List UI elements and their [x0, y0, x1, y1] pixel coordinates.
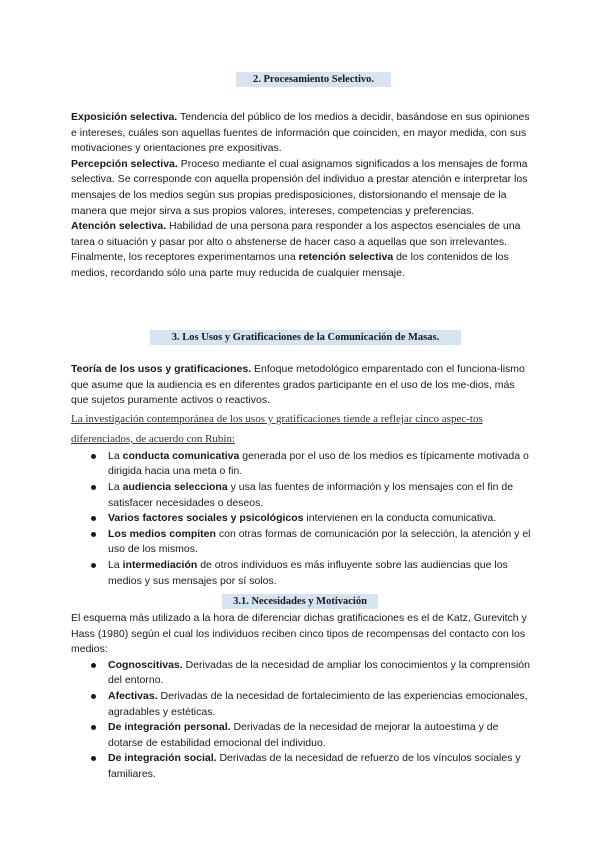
aspect-term: audiencia selecciona [122, 480, 228, 493]
atencion-paragraph [71, 219, 531, 250]
teoria-term: Teoría de los usos y gratificaciones. [71, 363, 252, 375]
teoria-text: Enfoque metodológico emparentado con el funciona-lismo que asume que la audiencia es en diferentes grados participante en el uso de los me-dios, más que sujetos puramente activos o reactivos. [71, 363, 525, 407]
exposicion-term: Exposición selectiva. [71, 111, 178, 123]
list-item [71, 658, 531, 689]
section-3-1-body [71, 611, 531, 783]
list-item [71, 449, 531, 480]
section-3-heading: 3. Los Usos y Gratificaciones de la Comunicación de Masas. [150, 330, 461, 345]
aspect-term: Los medios compiten [108, 527, 216, 540]
list-item [71, 527, 531, 558]
katz-intro: El esquema más utilizado a la hora de diferenciar dichas gratificaciones es el de Katz, Gurevitch y Hass (1980) según el cual los individuos reciben cinco tipos de recompensas del contacto con los medios: [71, 612, 527, 656]
aspect-term: intermediación [122, 558, 198, 571]
aspect-post: con otras formas de comunicación por la selección, la atención y el uso de los mismos. [108, 527, 531, 556]
section-2-heading: 2. Procesamiento Selectivo. [236, 72, 391, 87]
list-item [71, 720, 531, 751]
need-text: Derivadas de la necesidad de fortalecimiento de las experiencias emocionales, agradables y estéticas. [108, 689, 528, 718]
percepcion-text: Proceso mediante el cual asignamos significados a los mensajes de forma selectiva. Se corresponde con aquella propensión del individuo a prestar atención e interpretar los mensajes de los medios según sus propias predisposiciones, distorsionando el mensaje de la manera que mejor sirva a sus propios valores, intereses, competencias y preferencias. [71, 157, 528, 217]
need-term: De integración personal. [108, 721, 231, 734]
section-2-body [71, 110, 531, 282]
atencion-term: Atención selectiva. [71, 220, 167, 233]
rubin-line: La investigación contemporánea de los usos y gratificaciones tiende a reflejar cinco aspec-tos diferenciados, de acuerdo con Rubin: [71, 412, 483, 445]
exposicion-paragraph [71, 110, 531, 157]
percepcion-term: Percepción selectiva. [71, 157, 178, 170]
section-3-body [71, 362, 531, 589]
aspect-term: conducta comunicativa [122, 449, 240, 462]
aspect-post: generada por el uso de los medios es típicamente motivada o dirigida hacia una meta o fin. [108, 449, 529, 478]
final-post: de los contenidos de los medios, recordando sólo una parte muy reducida de cualquier mensaje. [71, 251, 509, 279]
list-item [71, 751, 531, 782]
final-pre: Finalmente, los receptores experimentamos una [71, 251, 299, 264]
aspect-pre: La [108, 480, 123, 493]
teoria-paragraph [71, 362, 531, 409]
aspect-term: Varios factores sociales y psicológicos [108, 512, 304, 525]
need-text: Derivadas de la necesidad de ampliar los conocimientos y la comprensión del entorno. [108, 658, 530, 687]
atencion-text: Habilidad de una persona para responder a los aspectos esenciales de una tarea o situación y pasar por alto o abstenerse de hacer caso a aquellas que son irrelevantes. [71, 220, 521, 248]
need-term: Cognoscitivas. [108, 658, 183, 671]
need-text: Derivadas de la necesidad de mejorar la autoestima y de dotarse de estabilidad emocional del individuo. [108, 721, 499, 749]
final-paragraph [71, 250, 531, 281]
percepcion-paragraph [71, 157, 531, 219]
aspect-pre: La [108, 449, 123, 462]
exposicion-text: Tendencia del público de los medios a decidir, basándose en sus opiniones e intereses, cuáles son aquellas fuentes de información que coinciden, en mayor medida, con sus motivaciones y orientaciones pre expositivas. [71, 111, 530, 155]
section-3-1-heading: 3.1. Necesidades y Motivación [222, 594, 378, 609]
aspect-post: y usa las fuentes de información y los mensajes con el fin de satisfacer necesidades o deseos. [108, 480, 514, 509]
need-term: De integración social. [108, 752, 217, 765]
aspect-pre: La [108, 558, 123, 571]
list-item [71, 480, 531, 511]
list-item [71, 558, 531, 589]
list-item [71, 511, 531, 527]
aspect-post: de otros individuos es más influyente sobre las audiencias que los medios y sus mensajes por sí solos. [108, 558, 508, 587]
needs-list [71, 658, 531, 783]
list-item [71, 689, 531, 720]
need-term: Afectivas. [108, 689, 158, 702]
need-text: Derivadas de la necesidad de refuerzo de los vínculos sociales y familiares. [108, 752, 521, 780]
aspect-post: intervienen en la conducta comunicativa. [303, 512, 497, 525]
aspects-list [71, 449, 531, 589]
retencion-term: retención selectiva [298, 251, 394, 264]
